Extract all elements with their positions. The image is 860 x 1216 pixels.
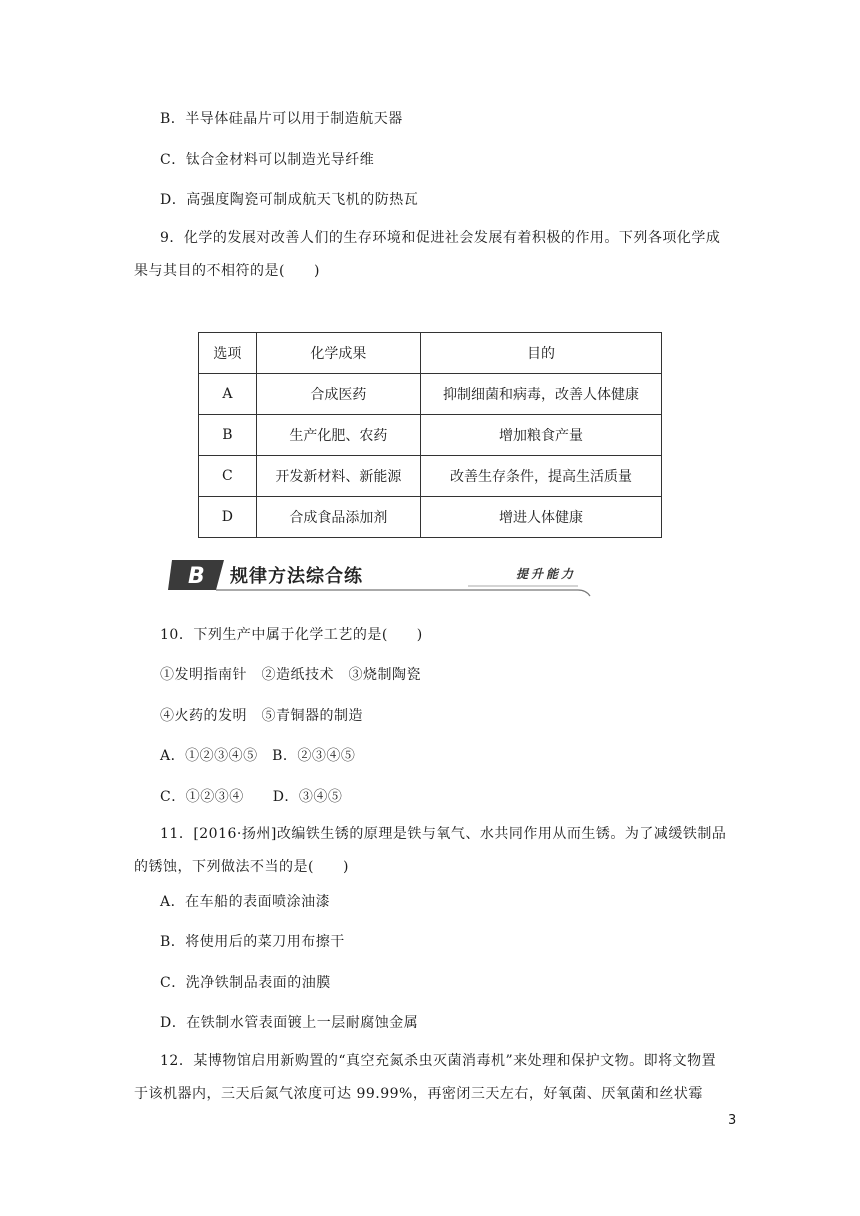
table-cell: D xyxy=(199,497,257,538)
option-b-text: B．半导体硅晶片可以用于制造航天器 xyxy=(160,111,403,127)
question-11-option-c: C．洗净铁制品表面的油膜 xyxy=(160,975,331,991)
banner-letter: B xyxy=(188,564,205,589)
table-cell: 合成食品添加剂 xyxy=(256,497,420,538)
table-header-cell: 选项 xyxy=(199,333,257,374)
table-cell: 生产化肥、农药 xyxy=(256,415,420,456)
table-cell: 增进人体健康 xyxy=(421,497,662,538)
question-11-stem: 11．[2016·扬州]改编铁生锈的原理是铁与氧气、水共同作用从而生锈。为了减缓铁制品的锈蚀，下列做法不当的是( ) xyxy=(134,826,727,875)
table-cell: C xyxy=(199,456,257,497)
question-11-option-b: B．将使用后的菜刀用布擦干 xyxy=(160,934,345,950)
question-10-items-2: ④火药的发明 ⑤青铜器的制造 xyxy=(160,708,363,724)
table-header-row xyxy=(199,333,662,374)
table-row xyxy=(199,456,662,497)
question-12-stem: 12．某博物馆启用新购置的“真空充氮杀虫灭菌消毒机”来处理和保护文物。即将文物置于该机器内，三天后氮气浓度可达 99.99%，再密闭三天左右，好氧菌、厌氧菌和丝状霉 xyxy=(134,1053,717,1102)
table-cell: 合成医药 xyxy=(256,374,420,415)
question-9-table xyxy=(198,332,662,538)
section-banner xyxy=(168,556,598,598)
table-header-cell: 化学成果 xyxy=(256,333,420,374)
table-cell: 抑制细菌和病毒，改善人体健康 xyxy=(421,374,662,415)
question-10-options-cd: C．①②③④ D．③④⑤ xyxy=(160,789,343,805)
question-11-option-a: A．在车船的表面喷涂油漆 xyxy=(160,894,331,910)
table-cell: A xyxy=(199,374,257,415)
question-10-stem: 10．下列生产中属于化学工艺的是( ) xyxy=(160,627,423,643)
question-10-options-ab: A．①②③④⑤ B．②③④⑤ xyxy=(160,748,356,764)
page-number: 3 xyxy=(728,1113,737,1128)
option-d-text: D．高强度陶瓷可制成航天飞机的防热瓦 xyxy=(160,192,419,208)
table-header-cell: 目的 xyxy=(421,333,662,374)
table-row xyxy=(199,497,662,538)
table-cell: 增加粮食产量 xyxy=(421,415,662,456)
table-cell: B xyxy=(199,415,257,456)
banner-subtitle: 提升能力 xyxy=(516,567,577,581)
table-row xyxy=(199,374,662,415)
table-row xyxy=(199,415,662,456)
banner-title: 规律方法综合练 xyxy=(230,566,363,587)
table-cell: 开发新材料、新能源 xyxy=(256,456,420,497)
question-9-stem: 9．化学的发展对改善人们的生存环境和促进社会发展有着积极的作用。下列各项化学成果与其目的不相符的是( ) xyxy=(134,230,721,279)
question-11-option-d: D．在铁制水管表面镀上一层耐腐蚀金属 xyxy=(160,1015,419,1031)
table-cell: 改善生存条件，提高生活质量 xyxy=(421,456,662,497)
question-10-items-1: ①发明指南针 ②造纸技术 ③烧制陶瓷 xyxy=(160,667,421,683)
option-c-text: C．钛合金材料可以制造光导纤维 xyxy=(160,152,375,168)
